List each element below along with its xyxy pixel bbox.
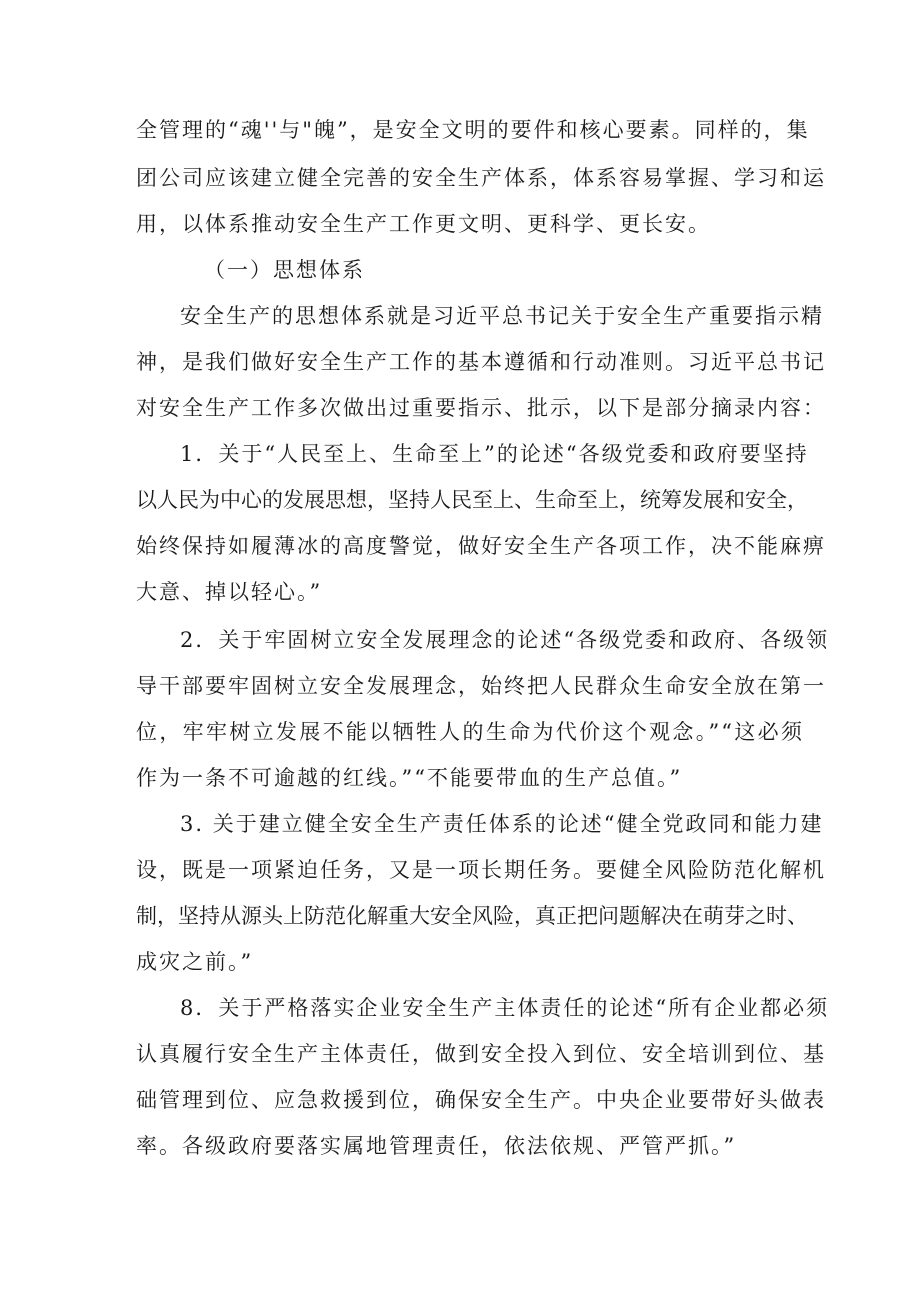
list-item-line: 率。各级政府要落实属地管理责任，依法依规、严管严抓。” bbox=[136, 1134, 737, 1158]
list-item-line: 导干部要牢固树立安全发展理念，始终把人民群众生命安全放在第一 bbox=[136, 674, 826, 698]
body-text-line: 安全生产的思想体系就是习近平总书记关于安全生产重要指示精 bbox=[180, 304, 824, 328]
body-text-line: 对安全生产工作多次做出过重要指示、批示，以下是部分摘录内容： bbox=[136, 396, 826, 420]
list-item-line: 成灾之前。” bbox=[136, 950, 254, 974]
list-item-line: 始终保持如履薄冰的高度警觉，做好安全生产各项工作，决不能麻痹 bbox=[136, 534, 826, 558]
section-heading: （一）思想体系 bbox=[204, 258, 365, 282]
body-text-line: 团公司应该建立健全完善的安全生产体系，体系容易掌握、学习和运 bbox=[136, 166, 826, 190]
list-item-line: 大意、掉以轻心。” bbox=[136, 580, 323, 604]
list-item-line: 础管理到位、应急救援到位，确保安全生产。中央企业要带好头做表 bbox=[136, 1088, 826, 1112]
body-text-line: 神，是我们做好安全生产工作的基本遵循和行动准则。习近平总书记 bbox=[136, 350, 826, 374]
body-text-line: 全管理的“魂''与"魄”，是安全文明的要件和核心要素。同样的，集 bbox=[136, 118, 810, 142]
list-item-line: 以人民为中心的发展思想，坚持人民至上、生命至上，统筹发展和安全， bbox=[136, 488, 808, 512]
list-item-line: 3. 关于建立健全安全生产责任体系的论述“健全党政同和能力建 bbox=[180, 812, 824, 836]
list-item-line: 作为一条不可逾越的红线。”“不能要带血的生产总值。” bbox=[136, 766, 683, 790]
list-item-line: 位，牢牢树立发展不能以牺牲人的生命为代价这个观念。”“这必须 bbox=[136, 720, 804, 744]
list-item-line: 1．关于“人民至上、生命至上”的论述“各级党委和政府要坚持 bbox=[180, 442, 809, 466]
list-item-line: 认真履行安全生产主体责任，做到安全投入到位、安全培训到位、基 bbox=[136, 1042, 826, 1066]
list-item-line: 设，既是一项紧迫任务，又是一项长期任务。要健全风险防范化解机 bbox=[136, 858, 826, 882]
list-item-line: 8．关于严格落实企业安全生产主体责任的论述“所有企业都必须 bbox=[180, 996, 830, 1020]
list-item-line: 2．关于牢固树立安全发展理念的论述“各级党委和政府、各级领 bbox=[180, 628, 830, 652]
list-item-line: 制，坚持从源头上防范化解重大安全风险，真正把问题解决在萌芽之时、 bbox=[136, 904, 808, 928]
body-text-line: 用，以体系推动安全生产工作更文明、更科学、更长安。 bbox=[136, 212, 711, 236]
